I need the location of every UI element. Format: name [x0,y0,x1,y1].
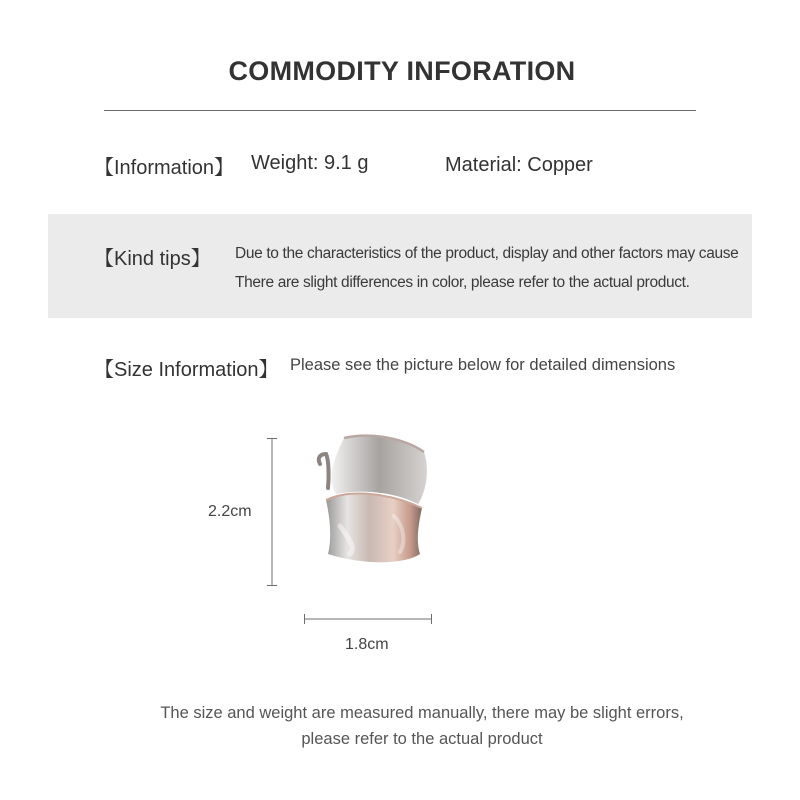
width-dimension-label: 1.8cm [345,636,389,653]
title-divider [104,110,696,111]
size-information-note: Please see the picture below for detailed dimensions [290,356,676,374]
material-value: Material: Copper [445,154,593,176]
kind-tips-line-1: Due to the characteristics of the product, display and other factors may cause [235,245,739,262]
kind-tips-label: 【Kind tips】 [94,248,211,270]
information-label: 【Information】 [94,157,235,179]
page-title: COMMODITY INFORATION [228,56,576,86]
size-information-label: 【Size Information】 [94,359,279,381]
width-dimension-line [304,610,432,628]
ring-product-image [300,430,440,590]
weight-value: Weight: 9.1 g [251,152,369,174]
height-dimension-line [262,438,282,586]
height-dimension-label: 2.2cm [208,503,252,520]
kind-tips-line-2: There are slight differences in color, please refer to the actual product. [235,274,690,291]
footer-note-line-2: please refer to the actual product [301,730,543,748]
footer-note-line-1: The size and weight are measured manually, there may be slight errors, [160,704,684,722]
